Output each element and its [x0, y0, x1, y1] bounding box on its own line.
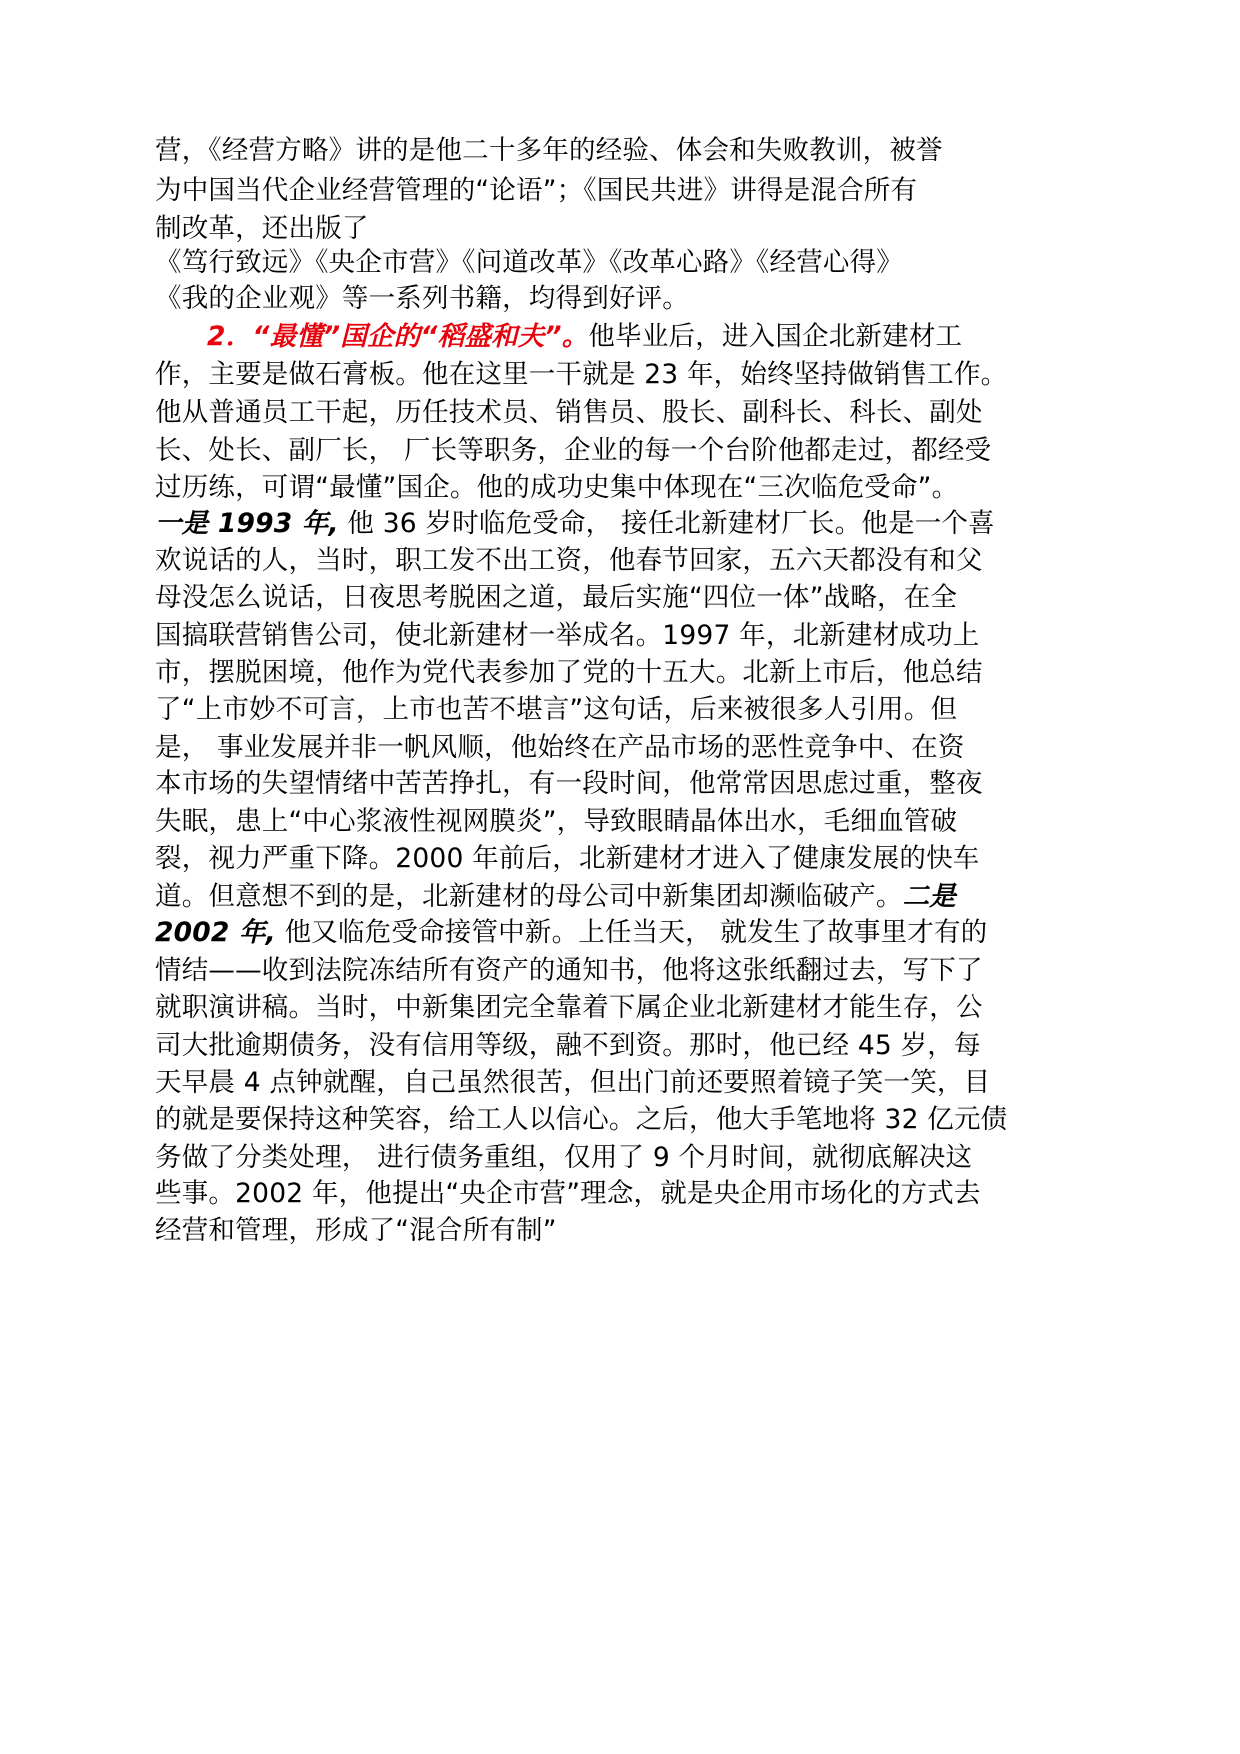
body-text: 是， 事业发展并非一帆风顺，他始终在产品市场的恶性竞争中、在资: [155, 732, 965, 763]
text-line: [155, 950, 983, 991]
body-text: 欢说话的人，当时，职工发不出工资，他春节回家，五六天都没有和父: [155, 545, 983, 576]
body-text: 作，主要是做石膏板。他在这里一干就是 23 年，始终坚持做销售工作。: [155, 359, 1008, 390]
body-text: 务做了分类处理， 进行债务重组，仅用了 9 个月时间，就彻底解决这: [155, 1142, 973, 1173]
text-line: [155, 130, 943, 171]
body-text: 母没怎么说话，日夜思考脱困之道，最后实施“四位一体”战略，在全: [155, 582, 958, 613]
body-text: 经营和管理，形成了“混合所有制”: [155, 1215, 557, 1246]
body-text: 失眠，患上“中心浆液性视网膜炎”，导致眼睛晶体出水，毛细血管破: [155, 806, 958, 837]
text-line: [155, 1210, 557, 1251]
text-line: [155, 316, 962, 357]
body-text: 市，摆脱困境，他作为党代表参加了党的十五大。北新上市后，他总结: [155, 657, 983, 688]
body-text: 《我的企业观》等一系列书籍，均得到好评。: [155, 283, 689, 314]
emphasis-text: 2．“最懂”国企的“稻盛和夫”。: [207, 321, 589, 352]
body-text: 就职演讲稿。当时，中新集团完全靠着下属企业北新建材才能生存，公: [155, 992, 983, 1023]
text-line: [155, 1173, 981, 1214]
body-text: 营，《经营方略》讲的是他二十多年的经验、体会和失败教训，被誉: [155, 135, 943, 166]
body-text: 了“上市妙不可言，上市也苦不堪言”这句话，后来被很多人引用。但: [155, 694, 958, 725]
emphasis-text: 二是: [902, 881, 957, 912]
text-line: [155, 1062, 990, 1103]
body-text: 长、处长、副厂长， 厂长等职务，企业的每一个台阶他都走过，都经受: [155, 435, 992, 466]
text-line: [155, 430, 991, 471]
body-text: 他又临危受命接管中新。上任当天， 就发生了故事里才有的: [275, 917, 988, 948]
text-line: [155, 838, 979, 879]
body-text: 他 36 岁时临危受命， 接任北新建材厂长。他是一个喜: [338, 508, 995, 539]
text-line: [155, 876, 956, 917]
emphasis-text: 2002 年,: [155, 917, 276, 948]
text-line: [155, 1025, 981, 1066]
text-line: [155, 540, 983, 581]
text-line: [155, 467, 958, 508]
body-text: 制改革，还出版了: [155, 213, 369, 244]
text-line: [155, 615, 979, 656]
emphasis-text: 一是 1993 年,: [155, 508, 339, 539]
body-text: 本市场的失望情绪中苦苦挣扎，有一段时间，他常常因思虑过重，整夜: [155, 768, 983, 799]
text-line: [155, 689, 957, 730]
text-line: [155, 392, 983, 433]
body-text: 他从普通员工干起，历任技术员、销售员、股长、副科长、科长、副处: [155, 397, 983, 428]
text-line: [155, 727, 965, 768]
body-text: 些事。2002 年，他提出“央企市营”理念，就是央企用市场化的方式去: [155, 1178, 981, 1209]
body-text: 为中国当代企业经营管理的“论语”；《国民共进》讲得是混合所有: [155, 175, 918, 206]
body-text: 他毕业后，进入国企北新建材工: [588, 321, 963, 352]
body-text: 情结——收到法院冻结所有资产的通知书，他将这张纸翻过去，写下了: [155, 955, 983, 986]
text-line: [155, 278, 689, 319]
body-text: 《笃行致远》《央企市营》《问道改革》《改革心路》《经营心得》: [155, 247, 903, 278]
text-line: [155, 170, 917, 211]
text-line: [155, 912, 987, 953]
text-line: [155, 242, 903, 283]
body-text: 国搞联营销售公司，使北新建材一举成名。1997 年，北新建材成功上: [155, 620, 980, 651]
text-line: [155, 763, 983, 804]
body-text: 裂，视力严重下降。2000 年前后，北新建材才进入了健康发展的快车: [155, 843, 980, 874]
text-line: [155, 987, 983, 1028]
text-line: [155, 652, 983, 693]
body-text: 司大批逾期债务，没有信用等级，融不到资。那时，他已经 45 岁，每: [155, 1030, 981, 1061]
text-line: [155, 801, 957, 842]
text-line: [155, 503, 995, 544]
body-text: 过历练，可谓“最懂”国企。他的成功史集中体现在“三次临危受命”。: [155, 472, 959, 503]
body-text: 道。但意想不到的是，北新建材的母公司中新集团却濒临破产。: [155, 881, 903, 912]
text-line: [155, 1137, 972, 1178]
text-line: [155, 354, 1007, 395]
body-text: 天早晨 4 点钟就醒，自己虽然很苦，但出门前还要照着镜子笑一笑，目: [155, 1067, 991, 1098]
text-line: [155, 577, 957, 618]
text-line: [155, 1099, 1007, 1140]
body-text: 的就是要保持这种笑容，给工人以信心。之后，他大手笔地将 32 亿元债: [155, 1104, 1008, 1135]
